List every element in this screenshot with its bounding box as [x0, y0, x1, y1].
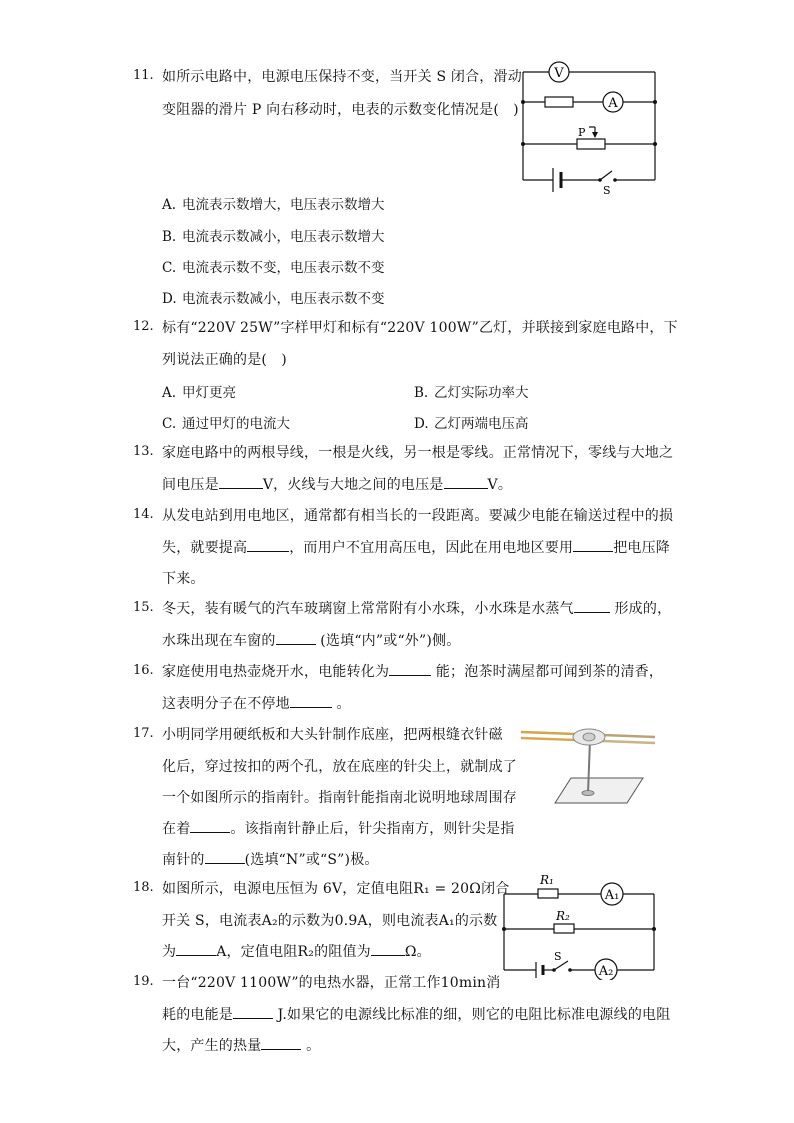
- resistor-r1-label: R₁: [540, 873, 554, 887]
- question-number: 13.: [133, 444, 154, 459]
- question-text-line: 失，就要提高 ，而用户不宜用高压电，因此在用电地区要用 把电压降: [162, 540, 671, 556]
- circuit-diagram-q18: [496, 868, 666, 980]
- question-text-line: 变阻器的滑片 P 向右移动时，电表的示数变化情况是( ): [162, 102, 519, 118]
- question-text-line: 南针的 (选填“N”或“S”)极。: [162, 852, 379, 868]
- question-number: 16.: [133, 663, 154, 678]
- answer-blank[interactable]: [290, 695, 332, 708]
- question-text-line: 在着 。该指南针静止后，针尖指南方，则针尖是指: [162, 821, 515, 837]
- question-text-line: 为 A，定值电阻R₂的阻值为 Ω。: [162, 944, 431, 960]
- question-number: 18.: [133, 880, 154, 895]
- question-number: 14.: [133, 507, 154, 522]
- question-text-line: 开关 S，电流表A₂的示数为0.9A，则电流表A₁的示数: [162, 913, 498, 929]
- answer-blank[interactable]: [190, 820, 230, 833]
- question-text-line: 如所示电路中，电源电压保持不变，当开关 S 闭合，滑动: [162, 69, 522, 85]
- answer-blank[interactable]: [219, 476, 263, 489]
- slider-label: P: [578, 126, 586, 139]
- question-text-line: 化后，穿过按扣的两个孔，放在底座的针尖上，就制成了: [162, 759, 517, 775]
- answer-blank[interactable]: [574, 600, 610, 613]
- question-text-line: 这表明分子在不停地 。: [162, 696, 351, 712]
- switch-label: S: [554, 950, 562, 963]
- answer-blank[interactable]: [389, 663, 431, 676]
- question-text-line: 列说法正确的是( ): [162, 352, 287, 368]
- ammeter-a1-label: A₁: [604, 888, 620, 903]
- question-number: 15.: [133, 600, 154, 615]
- question-text-line: 间电压是 V，火线与大地之间的电压是 V。: [162, 477, 513, 493]
- answer-blank[interactable]: [233, 1006, 273, 1019]
- answer-blank[interactable]: [247, 539, 289, 552]
- option-c[interactable]: C. 电流表示数不变，电压表示数不变: [162, 260, 385, 276]
- answer-blank[interactable]: [573, 539, 613, 552]
- ammeter-label: A: [608, 96, 618, 111]
- question-text-line: 耗的电能是 J.如果它的电源线比标准的细，则它的电阻比标准电源线的电阻: [162, 1007, 671, 1023]
- option-b[interactable]: B. 乙灯实际功率大: [414, 385, 529, 401]
- switch-label: S: [603, 184, 611, 197]
- question-text-line: 冬天，装有暖气的汽车玻璃窗上常常附有小水珠，小水珠是水蒸气 形成的，: [162, 601, 672, 617]
- question-text-line: 一台“220V 1100W”的电热水器，正常工作10min消: [162, 975, 501, 991]
- ammeter-a2-label: A₂: [598, 964, 614, 979]
- question-text-line: 家庭电路中的两根导线，一根是火线，另一根是零线。正常情况下，零线与大地之: [162, 445, 674, 461]
- question-number: 19.: [133, 974, 154, 989]
- resistor-r2-label: R₂: [556, 909, 570, 923]
- question-number: 17.: [133, 726, 154, 741]
- option-b[interactable]: B. 电流表示数减小，电压表示数增大: [162, 229, 385, 245]
- answer-blank[interactable]: [176, 943, 216, 956]
- answer-blank[interactable]: [444, 476, 488, 489]
- voltmeter-label: V: [554, 66, 564, 81]
- question-number: 11.: [133, 68, 154, 83]
- question-text-line: 标有“220V 25W”字样甲灯和标有“220V 100W”乙灯，并联接到家庭电路中，下: [162, 320, 678, 336]
- question-number: 12.: [133, 319, 154, 334]
- option-a[interactable]: A. 电流表示数增大，电压表示数增大: [162, 197, 385, 213]
- answer-blank[interactable]: [261, 1037, 301, 1050]
- question-text-line: 一个如图所示的指南针。指南针能指南北说明地球周围存: [162, 790, 517, 806]
- answer-blank[interactable]: [276, 632, 316, 645]
- compass-needle-figure: [515, 718, 665, 810]
- question-text-line: 家庭使用电热壶烧开水，电能转化为 能；泡茶时满屋都可闻到茶的清香，: [162, 664, 664, 680]
- answer-blank[interactable]: [371, 943, 405, 956]
- option-d[interactable]: D. 乙灯两端电压高: [414, 416, 529, 432]
- question-text-line: 从发电站到用电地区，通常都有相当长的一段距离。要减少电能在输送过程中的损: [162, 508, 674, 524]
- answer-blank[interactable]: [205, 851, 245, 864]
- question-text-line: 下来。: [162, 571, 205, 587]
- option-a[interactable]: A. 甲灯更亮: [162, 385, 236, 401]
- option-c[interactable]: C. 通过甲灯的电流大: [162, 416, 290, 432]
- circuit-diagram-q11: [515, 58, 665, 198]
- question-text-line: 小明同学用硬纸板和大头针制作底座，把两根缝衣针磁: [162, 727, 503, 743]
- question-text-line: 大，产生的热量 。: [162, 1038, 321, 1054]
- option-d[interactable]: D. 电流表示数减小，电压表示数不变: [162, 291, 385, 307]
- question-text-line: 如图所示，电源电压恒为 6V，定值电阻R₁ = 20Ω闭合: [162, 881, 510, 897]
- question-text-line: 水珠出现在车窗的 (选填“内”或“外”)侧。: [162, 633, 461, 649]
